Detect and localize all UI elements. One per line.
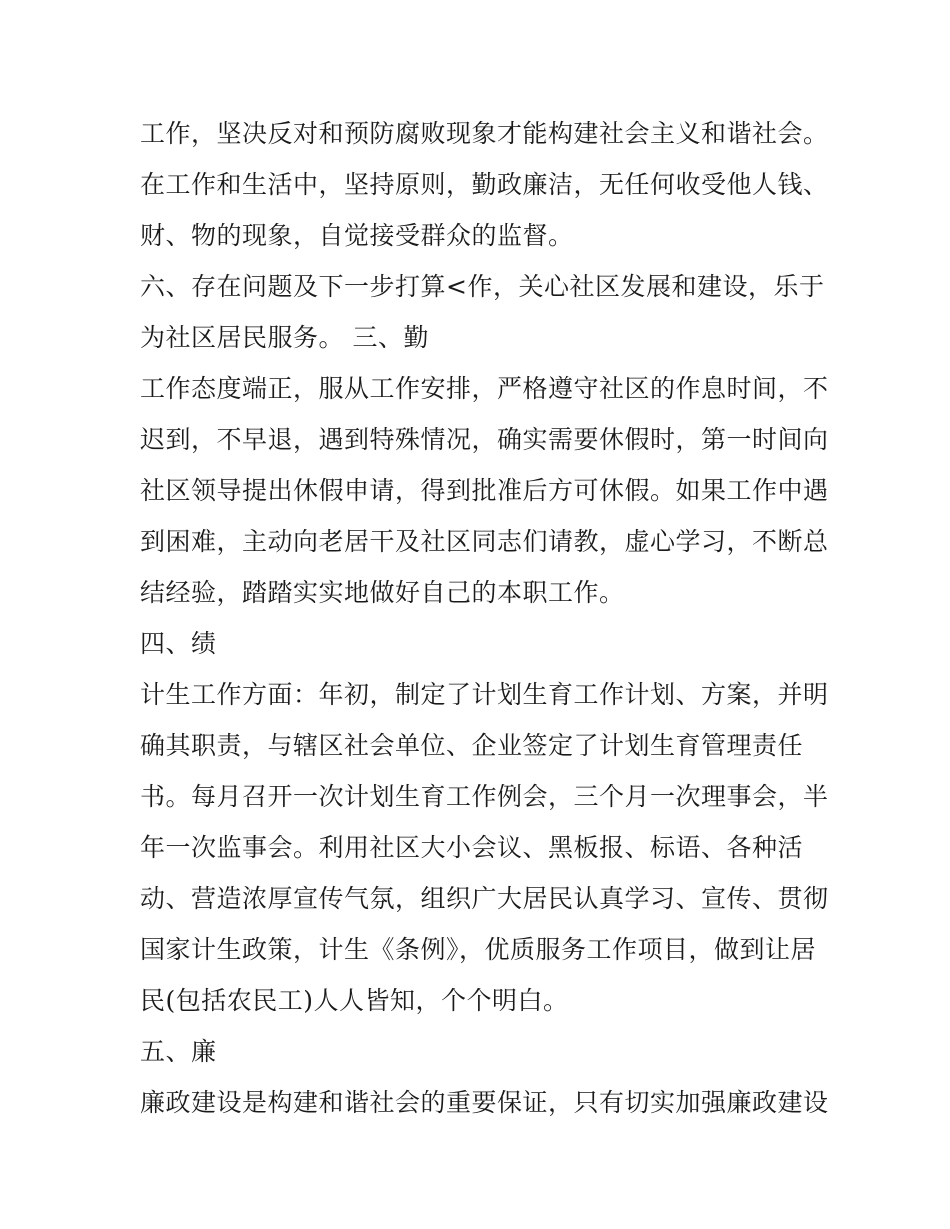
text-line: 国家计生政策，计生《条例》，优质服务工作项目，做到让居 <box>140 935 817 964</box>
text-line: 书。每月召开一次计划生育工作例会，三个月一次理事会，半 <box>140 782 829 811</box>
text-line: 动、营造浓厚宣传气氛，组织广大居民认真学习、宣传、贯彻 <box>140 884 829 913</box>
text-line: 到困难，主动向老居干及社区同志们请教，虚心学习，不断总 <box>140 527 829 556</box>
section-heading: 四、绩 <box>140 629 217 658</box>
text-line: 结经验，踏踏实实地做好自己的本职工作。 <box>140 578 625 607</box>
text-line: 工作，坚决反对和预防腐败现象才能构建社会主义和谐社会。 <box>140 119 829 148</box>
text-line: 民(包括农民工)人人皆知，个个明白。 <box>140 986 569 1015</box>
text-line: 工作态度端正，服从工作安排，严格遵守社区的作息时间，不 <box>140 374 829 403</box>
section-heading: 五、廉 <box>140 1037 217 1066</box>
text-line: 廉政建设是构建和谐社会的重要保证，只有切实加强廉政建设 <box>140 1088 829 1117</box>
text-line: 迟到，不早退，遇到特殊情况，确实需要休假时，第一时间向 <box>140 425 829 454</box>
text-line: 六、存在问题及下一步打算<作，关心社区发展和建设，乐于 <box>140 272 825 301</box>
text-line: 财、物的现象，自觉接受群众的监督。 <box>140 221 574 250</box>
text-line: 为社区居民服务。 三、勤 <box>140 323 429 352</box>
document-body <box>140 108 829 1128</box>
text-line: 年一次监事会。利用社区大小会议、黑板报、标语、各种活 <box>140 833 804 862</box>
text-line: 计生工作方面：年初，制定了计划生育工作计划、方案，并明 <box>140 680 829 709</box>
text-line: 在工作和生活中，坚持原则，勤政廉洁，无任何收受他人钱、 <box>140 170 829 199</box>
text-line: 确其职责，与辖区社会单位、企业签定了计划生育管理责任 <box>140 731 804 760</box>
text-line: 社区领导提出休假申请，得到批准后方可休假。如果工作中遇 <box>140 476 829 505</box>
